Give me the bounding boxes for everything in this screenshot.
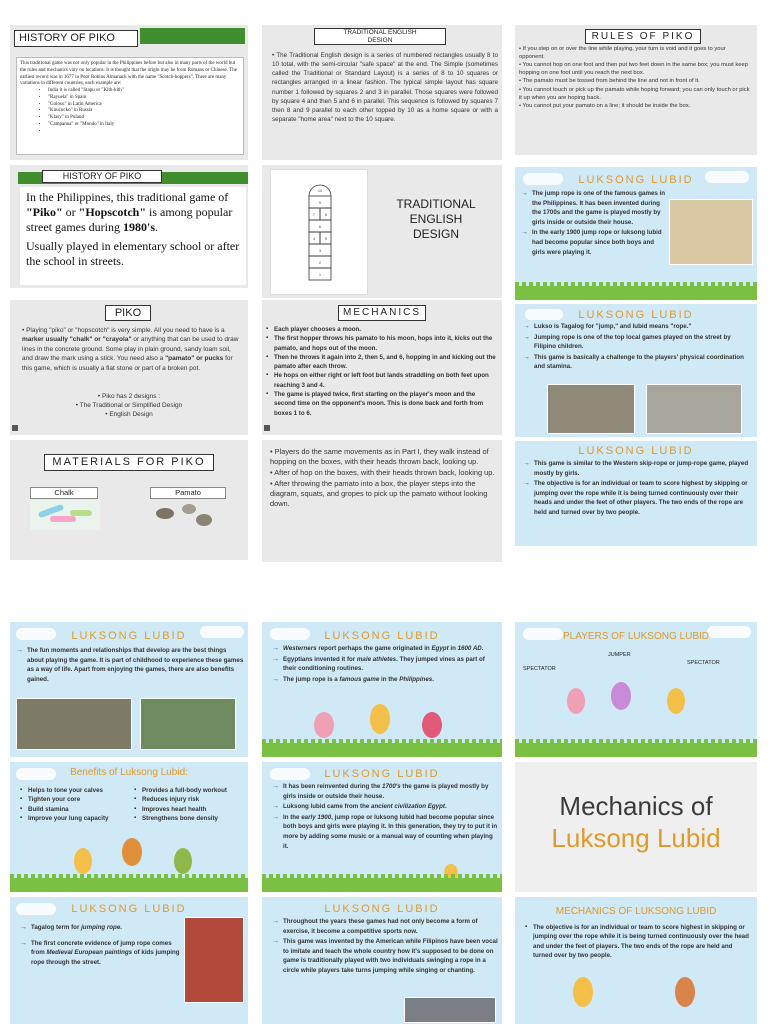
svg-text:9: 9: [319, 201, 321, 205]
text-run: .: [481, 645, 484, 652]
text-run: In the: [283, 813, 302, 821]
text-run: or: [62, 205, 79, 219]
children-jump-rope-photo: [16, 698, 132, 750]
slide-traditional-english-design-text: [262, 25, 502, 160]
slide-body: • The Traditional English design is a series of numbered rectangles usually 8 to 10 total, with the semi-circular "safe space" at the end. The Simple (sometimes called the Traditional or Standard Layout) is a series of 8 to 10 squares or rectangles arranged in a linear fashion. The typical simple layout has square number 1 followed by squares 2 and 3 in parallel. Those squares were followed by square 4 and then 5 and 6 in parallel. This sequence is followed by squares 7 then 8 and 9 parallel to each other topped by 10 as a home square or with a separate "home area" next to the 10 square.: [272, 52, 498, 123]
variant-list: [20, 88, 240, 135]
cartoon-child-icon: [567, 688, 585, 714]
vintage-illustration-image: [669, 199, 753, 265]
material-label-chalk: Chalk: [30, 487, 98, 499]
list-item: • "Rayuela" in Spain: [48, 95, 240, 102]
svg-text:3: 3: [319, 249, 321, 253]
text-run: .: [444, 803, 447, 811]
text-run: Westerners: [283, 645, 317, 652]
slide-piko: [10, 300, 248, 435]
grass-decoration: [10, 878, 248, 892]
bullet-item: → The jump rope is one of the famous games in the Philippines. It has been invented during the 1700s and the game is played mostly by girls inside or outside their house.: [521, 189, 667, 227]
svg-text:10: 10: [318, 189, 322, 193]
text-run: , jump rope or luksong lubid had become popular since both boys and girls were playing it. In this generation, they try to put it in more by adding some music or a manual way of counting when playing it.: [283, 813, 498, 850]
rule-item: • If you step on or over the line while playing, your turn is void and it goes to your opponent.: [519, 46, 726, 61]
mechanics-item: ▪ Then he throws it again into 2, then 5, and 6, hopping in and kicking out the pamato after each throw.: [266, 353, 498, 372]
bullet-item: → The objective is for an individual or team to score highest by skipping or jumping over the rope while it is being turned continuously over their heads and under the feet of other players. The two ends of the rope are held and turned over by two people.: [523, 479, 755, 517]
design-item: • Piko has 2 designs :: [97, 393, 161, 400]
slide-title: [314, 28, 446, 45]
slide-title: LUKSONG LUBID: [324, 903, 440, 915]
text-run: ancient civilization Egypt: [371, 803, 445, 811]
text-run: .: [120, 924, 122, 931]
label-spectator: SPECTATOR: [687, 660, 720, 666]
hopscotch-diagram: [270, 169, 368, 295]
mechanics-item: • After of hop on the boxes, with their heads thrown back, looking up.: [270, 467, 495, 477]
text-run: of kids jumping rope through the street.: [31, 949, 180, 966]
bullet-item: [272, 644, 498, 654]
list-item: • "Knucucko" in Russia: [48, 108, 240, 115]
slide-players-of-luksong-lubid: [515, 622, 757, 757]
text-run: "Hopscotch": [78, 205, 146, 219]
bullet-item: [272, 675, 498, 685]
title-line: ENGLISH: [409, 212, 463, 226]
slide-luksong-lubid-5: [262, 622, 502, 757]
slide-luksong-lubid-7: [10, 897, 248, 1024]
bullet-list: [272, 644, 498, 685]
slide-body: [22, 326, 242, 373]
slide-materials-for-piko: [10, 440, 248, 560]
chalk-stick-icon: [50, 516, 76, 522]
benefits-list-right: [134, 786, 246, 823]
svg-text:7: 7: [313, 213, 315, 217]
kids-playing-photo: [547, 384, 635, 434]
text-run: famous game: [339, 675, 380, 683]
slide-title: PIKO: [105, 305, 151, 321]
grass-decoration: [515, 743, 757, 757]
slide-title: MECHANICS OF LUKSONG LUBID: [555, 906, 717, 917]
mechanics-list: [270, 447, 496, 509]
label-spectator: SPECTATOR: [523, 666, 556, 672]
text-run: in the: [379, 675, 400, 683]
list-item: [48, 129, 240, 136]
cartoon-child-icon: [370, 704, 390, 734]
text-run: In the Philippines, this traditional game of: [26, 190, 229, 204]
bullet-item: [272, 802, 498, 812]
bullet-list: [523, 459, 755, 519]
svg-text:1: 1: [319, 273, 321, 277]
grass-decoration: [262, 743, 502, 757]
bullet-item: → This game was invented by the American while Filipinos have been vocal to imitate and teach the whole country how it's supposed to be done on game is traditionally played with two individuals swinging a rope in a circle while players take turns jumping while singing or chanting.: [272, 937, 498, 975]
design-item: • English Design: [105, 411, 153, 419]
bullet-item: → Jumping rope is one of the top local games played on the street by Filipino children.: [523, 333, 753, 352]
stone-icon: [196, 514, 212, 526]
green-bar: [140, 28, 245, 44]
cartoon-child-icon: [675, 977, 695, 1007]
bullet-item: → This game is similar to the Western skip-rope or jump-rope game, played mostly by girls.: [523, 459, 755, 478]
rules-list: [519, 45, 753, 110]
text-run: Luksong lubid came from the: [283, 803, 372, 811]
slide-title: MECHANICS: [338, 305, 426, 321]
text-run: in: [448, 645, 458, 652]
bullet-list: [523, 322, 753, 373]
title-line: DESIGN: [412, 227, 459, 241]
hopscotch-grid-icon: [271, 170, 369, 296]
cartoon-child-icon: [667, 688, 685, 714]
group-jump-rope-photo: [404, 997, 496, 1023]
rule-item: • You cannot touch or pick up the pamato while hoping forward; you can only touch or pick it up when you are hoping back.: [519, 86, 750, 101]
text-run: is among popular street games during: [26, 205, 233, 234]
text-run: 1700's: [382, 783, 401, 790]
cartoon-child-icon: [422, 712, 442, 738]
mechanics-item: ▪ Each player chooses a moon.: [266, 325, 498, 334]
slide-body: [16, 57, 244, 155]
label-jumper: JUMPER: [608, 652, 631, 658]
painting-jump-rope-image: [184, 917, 244, 1003]
pamato-image: [148, 500, 228, 530]
history-paragraph: Usually played in elementary school or after the school in streets.: [26, 239, 240, 268]
text-run: It has been reinvented during the: [283, 783, 383, 790]
svg-text:6: 6: [319, 225, 321, 229]
slide-title: LUKSONG LUBID: [71, 630, 187, 642]
svg-text:2: 2: [319, 261, 321, 265]
benefit-item: ▪ Helps to tone your calves: [20, 786, 130, 795]
slide-luksong-lubid-4: [10, 622, 248, 757]
text-run: for this game, which is usually a flat stone or part of a broken pot.: [22, 355, 233, 372]
text-run: The first concrete evidence of jump rope comes from: [31, 939, 172, 957]
mechanics-item: • After throwing the pamato into a box, the player steps into the diagram, squats, and gropes to pick up the pamato without looking down.: [270, 478, 488, 508]
grass-decoration: [515, 286, 757, 300]
chalk-stick-icon: [70, 510, 92, 516]
slide-luksong-lubid-2: [515, 304, 757, 437]
benefits-list-left: [20, 786, 130, 823]
text-run: the game is played mostly by girls inside or outside their house.: [283, 783, 489, 800]
title-line: Mechanics of: [559, 791, 713, 821]
bullet-item: ▪ The objective is for an individual or team to score highest in skipping or jumping over the rope while it is being turned continuously over the head and under the feet of players. The two ends of the rope are held and turned over by two people.: [525, 923, 751, 960]
mechanics-item: ▪ He hops on either right or left foot but lands straddling on both feet upon reaching 3 and 4.: [266, 371, 498, 390]
children-jump-rope-photo: [140, 698, 236, 750]
slide-traditional-english-design-diagram: [262, 165, 502, 298]
list-item: • India it is called "Stapu or "Kith-kith": [48, 88, 240, 95]
text-run: The jump rope is a: [283, 675, 340, 683]
text-run: marker usually "chalk" or "crayola": [22, 336, 132, 344]
slide-luksong-lubid-8: [262, 897, 502, 1024]
slide-title: Benefits of Luksong Lubid:: [70, 767, 188, 778]
list-item: • "Campanna" or "Mondo" in Italy: [48, 122, 240, 129]
text-run: Egyptians invented it for: [283, 655, 357, 663]
slide-title: PLAYERS OF LUKSONG LUBID: [563, 631, 709, 642]
benefit-item: ▪ Improves heart health: [134, 805, 246, 814]
text-run: "pamato" or pucks: [165, 355, 224, 363]
slide-mechanics-continued: [262, 440, 502, 562]
stone-icon: [182, 504, 196, 514]
history-paragraph: This traditional game was not only popular in the Philippines before but also in many parts of the world but the rules and mechanics vary on locations. It is thought that the origin may be from Romans or Chinese. The earliest record was in 1677 in Poor Robins Almanack with the name "Scotch-hoppers". There are many variations in different countries, each example are:: [20, 61, 237, 87]
cartoon-child-icon: [174, 848, 192, 874]
benefit-item: ▪ Improve your lung capacity: [20, 814, 130, 823]
rule-item: • You cannot put your pamato on a line; it should be inside the box.: [519, 102, 691, 109]
history-paragraph: [26, 190, 240, 235]
text-run: 1980's: [122, 220, 155, 234]
slide-title: LUKSONG LUBID: [71, 903, 187, 915]
list-item: • "Golosu" in Latin America: [48, 102, 240, 109]
bullet-list: [521, 189, 667, 258]
benefit-item: ▪ Tighten your core: [20, 795, 130, 804]
slide-title: LUKSONG LUBID: [578, 309, 694, 321]
slide-title: [372, 197, 500, 242]
slide-title: LUKSONG LUBID: [578, 445, 694, 457]
text-run: jumping rope: [81, 924, 121, 931]
slide-title: HISTORY OF PIKO: [14, 30, 138, 47]
bullet-item: → Lukso is Tagalog for "jump," and lubid means "rope.": [523, 322, 753, 332]
slide-number-icon: [12, 425, 18, 431]
bullet-list: [525, 923, 751, 960]
slide-title: LUKSONG LUBID: [324, 768, 440, 780]
bullet-item: [20, 939, 180, 968]
title-line: TRADITIONAL: [396, 197, 476, 211]
text-run: Egypt: [431, 645, 449, 652]
slide-title: LUKSONG LUBID: [324, 630, 440, 642]
bullet-list: [272, 917, 498, 977]
slide-benefits-of-luksong-lubid: [10, 762, 248, 892]
svg-text:8: 8: [325, 213, 327, 217]
mechanics-list: [266, 325, 498, 418]
slide-rules-of-piko: [515, 25, 757, 155]
text-run: "Piko": [26, 205, 63, 219]
cartoon-child-icon: [314, 712, 334, 738]
text-run: male athletes: [356, 655, 397, 663]
text-run: Philippines: [399, 675, 433, 683]
benefit-item: ▪ Provides a full-body workout: [134, 786, 246, 795]
title-line: DESIGN: [367, 36, 393, 44]
cartoon-child-icon: [611, 682, 631, 710]
bullet-list: [272, 782, 498, 852]
text-run: • Playing "piko" or "hopscotch" is very simple. All you need to have is a: [22, 327, 225, 334]
list-item: • "Klasy" in Poland: [48, 115, 240, 122]
slide-title: [515, 790, 757, 854]
slide-luksong-lubid-6: [262, 762, 502, 892]
title-line: Luksong Lubid: [551, 823, 721, 853]
mechanics-item: ▪ The game is played twice, first starting on the player's moon and the second time on the opponent's moon. This is done back and forth from boxes 1 to 6.: [266, 390, 498, 418]
cartoon-child-icon: [573, 977, 593, 1007]
cartoon-child-icon: [122, 838, 142, 866]
text-run: .: [432, 675, 434, 683]
chalk-image: [30, 500, 100, 530]
text-run: early 1900: [301, 813, 332, 821]
slide-mechanics-of-luksong-lubid-title: [515, 762, 757, 892]
slide-luksong-lubid-1: [515, 167, 757, 300]
slide-history-of-piko-1: [10, 25, 248, 160]
bullet-item: → This game is basically a challenge to the players' physical coordination and stamina.: [523, 353, 753, 372]
bullet-item: → The fun moments and relationships that develop are the best things about playing the game. It is part of childhood to experience these games as a way of life. Apart from enjoying the games, there are also benefits gained.: [16, 646, 244, 684]
bullet-item: [272, 813, 498, 851]
slide-luksong-lubid-3: [515, 441, 757, 546]
benefit-item: ▪ Build stamina: [20, 805, 130, 814]
text-run: .: [155, 220, 158, 234]
rule-item: • The pamato must be tossed from behind the line and not in front of it.: [519, 78, 700, 85]
svg-text:5: 5: [325, 237, 327, 241]
bullet-list: [16, 646, 244, 685]
material-label-pamato: Pamato: [150, 487, 226, 499]
slide-mechanics: [262, 300, 502, 435]
benefit-item: ▪ Reduces injury risk: [134, 795, 246, 804]
bullet-item: → In the early 1900 jump rope or luksong lubid had become popular since both boys and girls were playing it.: [521, 228, 667, 257]
design-item: • The Traditional or Simplified Design: [75, 402, 183, 410]
slide-body: [20, 187, 246, 285]
bullet-item: [272, 655, 498, 674]
bullet-item: → Throughout the years these games had not only become a form of exercise, it become a competitive sports now.: [272, 917, 498, 936]
text-run: Medieval European paintings: [46, 949, 133, 957]
benefit-item: ▪ Strengthens bone density: [134, 814, 246, 823]
slide-history-of-piko-2: [10, 165, 248, 288]
slide-mechanics-of-luksong-lubid: [515, 897, 757, 1024]
cartoon-child-icon: [74, 848, 92, 874]
text-run: Tagalog term for: [31, 924, 82, 931]
slide-title: HISTORY OF PIKO: [42, 170, 162, 183]
text-run: report perhaps the game originated in: [316, 645, 432, 652]
grass-decoration: [262, 878, 502, 892]
text-run: or anything that can be used to draw lines in the concrete ground. Some play in plain ground, sandy loam soil, and draw the mark using a stick. You need also a: [22, 336, 239, 363]
bullet-list: [20, 923, 180, 968]
slide-title: RULES OF PIKO: [585, 29, 701, 44]
kids-playing-photo: [646, 384, 742, 434]
slide-title: LUKSONG LUBID: [578, 174, 694, 186]
rule-item: • You cannot hop on one foot and then put two feet down in the same box; you must keep hopping on one foot until you reach the next box.: [519, 62, 748, 77]
text-run: 1600 AD: [457, 645, 482, 652]
bullet-item: [20, 923, 180, 933]
slide-number-icon: [264, 425, 270, 431]
stone-icon: [156, 508, 174, 519]
designs-list: [10, 392, 248, 419]
text-run: . They jumped vines as part of their conditioning routines.: [283, 655, 485, 673]
title-line: TRADITIONAL ENGLISH: [343, 29, 417, 36]
mechanics-item: ▪ The first hopper throws his pamato to his moon, hops into it, kicks out the pamato, and hops out of the moon.: [266, 334, 498, 353]
svg-text:4: 4: [313, 237, 315, 241]
slide-title: MATERIALS FOR PIKO: [44, 454, 214, 471]
mechanics-item: • Players do the same movements as in Part I, they walk instead of hopping on the boxes, with their heads thrown back, looking up.: [270, 447, 489, 466]
bullet-item: [272, 782, 498, 801]
